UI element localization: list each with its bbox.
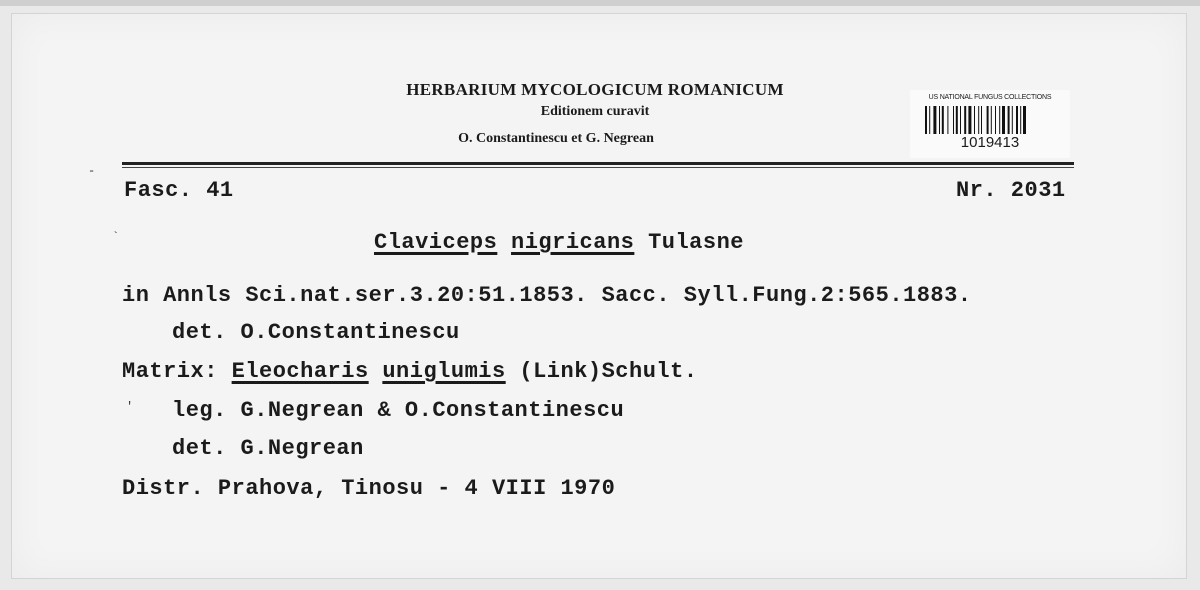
species-genus: Claviceps: [374, 230, 498, 255]
herbarium-editors: O. Constantinescu et G. Negrean: [458, 131, 654, 146]
citation-line: in Annls Sci.nat.ser.3.20:51.1853. Sacc. Syll.Fung.2:565.1883.: [122, 283, 972, 308]
barcode-bar: [925, 106, 927, 134]
matrix-genus: Eleocharis: [231, 359, 369, 384]
barcode-bar: [933, 106, 936, 134]
barcode-bar: [1012, 106, 1013, 134]
header-rule: [122, 162, 1074, 165]
barcode-bar: [1002, 106, 1005, 134]
matrix-author: (Link)Schult.: [519, 359, 698, 384]
speck-mark: ': [126, 400, 134, 414]
barcode-institution: US NATIONAL FUNGUS COLLECTIONS: [928, 94, 1052, 101]
barcode-bar: [947, 106, 948, 134]
herbarium-title: HERBARIUM MYCOLOGICUM ROMANICUM: [406, 80, 784, 99]
barcode-bar: [981, 106, 982, 134]
barcode-bar: [991, 106, 992, 134]
barcode-bar: [953, 106, 954, 134]
header-rule-thin: [122, 167, 1074, 168]
barcode-bar: [968, 106, 971, 134]
barcode-bar: [942, 106, 944, 134]
barcode-bar: [987, 106, 989, 134]
speck-mark: `: [112, 230, 120, 244]
barcode-bar: [1016, 106, 1018, 134]
barcode-bar: [974, 106, 975, 134]
collector-line: leg. G.Negrean & O.Constantinescu: [172, 398, 625, 423]
species-epithet: nigricans: [511, 230, 635, 255]
matrix-line: [122, 359, 698, 384]
barcode-bar: [960, 106, 961, 134]
barcode-bar: [964, 106, 966, 134]
barcode-bar: [1020, 106, 1021, 134]
barcode-sticker: [910, 90, 1070, 158]
barcode-bar: [939, 106, 940, 134]
distribution-line: Distr. Prahova, Tinosu - 4 VIII 1970: [122, 476, 616, 501]
barcode-bar: [978, 106, 979, 134]
barcode-number: 1019413: [960, 134, 1020, 151]
species-name: [374, 230, 744, 255]
specimen-number: Nr. 2031: [956, 178, 1066, 203]
matrix-epithet: uniglumis: [382, 359, 506, 384]
fascicle-number: Fasc. 41: [124, 178, 234, 203]
scan-edge: [0, 0, 1200, 6]
determiner2-line: det. G.Negrean: [172, 436, 364, 461]
barcode-bar: [999, 106, 1000, 134]
matrix-prefix: Matrix:: [122, 359, 218, 384]
herbarium-subtitle: Editionem curavit: [540, 104, 650, 119]
barcode-bar: [995, 106, 996, 134]
barcode-bar: [929, 106, 930, 134]
determiner-line: det. O.Constantinescu: [172, 320, 460, 345]
barcode-bars: [925, 106, 1057, 134]
species-author: Tulasne: [648, 230, 744, 255]
barcode-bar: [1023, 106, 1026, 134]
barcode-bar: [956, 106, 958, 134]
speck-mark: -: [88, 164, 96, 178]
barcode-bar: [1008, 106, 1010, 134]
